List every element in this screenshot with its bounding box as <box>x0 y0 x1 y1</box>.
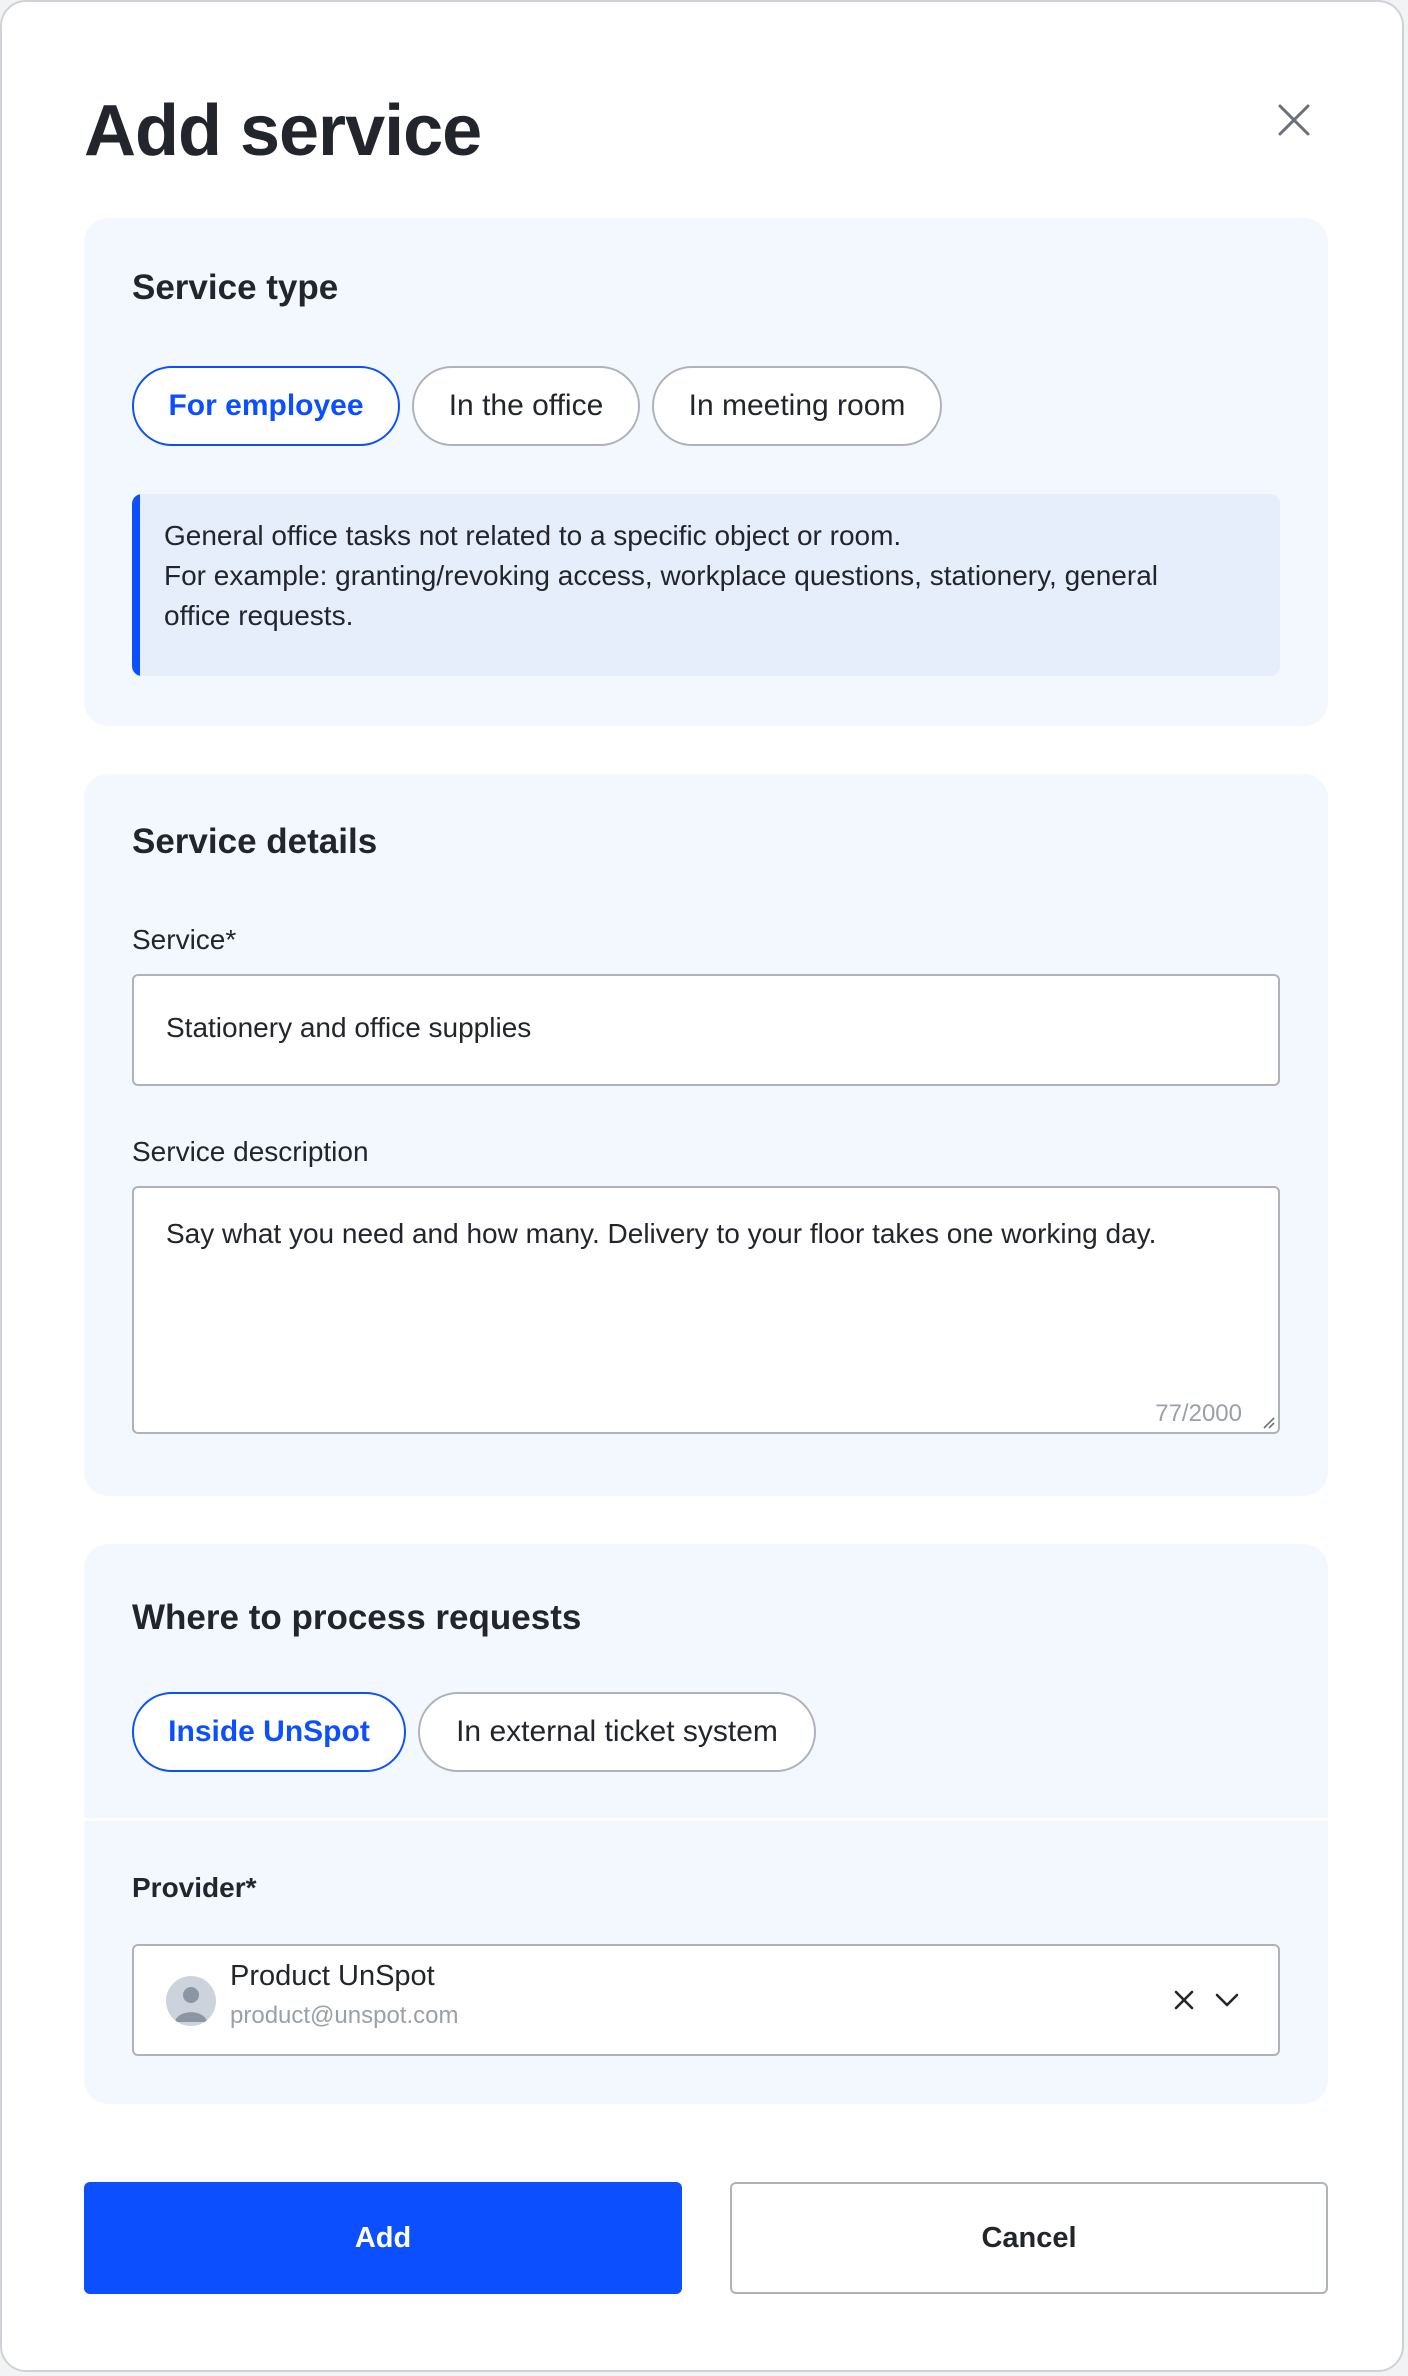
info-line: office requests. <box>164 600 354 631</box>
close-icon[interactable] <box>1264 90 1324 150</box>
processing-card <box>84 1544 1328 2104</box>
chip-in-meeting-room[interactable]: In meeting room <box>652 366 942 446</box>
service-type-info <box>132 494 1280 676</box>
cancel-button[interactable]: Cancel <box>730 2182 1328 2294</box>
clear-icon[interactable] <box>1170 1986 1198 2014</box>
character-counter: 77/2000 <box>1155 1400 1242 1427</box>
provider-email: product@unspot.com <box>230 2002 459 2029</box>
dialog-title: Add service <box>84 91 482 171</box>
provider-label: Provider* <box>132 1872 257 1903</box>
service-label: Service* <box>132 924 237 955</box>
service-input-value: Stationery and office supplies <box>166 1012 532 1043</box>
add-button[interactable]: Add <box>84 2182 682 2294</box>
service-type-card <box>84 218 1328 726</box>
avatar-icon <box>166 1976 216 2026</box>
processing-heading: Where to process requests <box>132 1598 582 1637</box>
provider-name: Product UnSpot <box>230 1960 435 1992</box>
chip-external-ticket-system[interactable]: In external ticket system <box>418 1692 816 1772</box>
service-input[interactable] <box>132 974 1280 1086</box>
service-details-card <box>84 774 1328 1496</box>
chip-inside-unspot[interactable]: Inside UnSpot <box>132 1692 406 1772</box>
info-line: For example: granting/revoking access, workplace questions, stationery, general <box>164 560 1158 591</box>
info-accent-bar <box>132 494 140 676</box>
chip-in-the-office[interactable]: In the office <box>412 366 640 446</box>
service-type-heading: Service type <box>132 268 339 307</box>
service-description-value: Say what you need and how many. Delivery to your floor takes one working day. <box>166 1218 1157 1249</box>
section-divider <box>84 1818 1328 1821</box>
service-description-label: Service description <box>132 1136 369 1167</box>
chip-for-employee[interactable]: For employee <box>132 366 400 446</box>
service-description-textarea[interactable] <box>132 1186 1280 1434</box>
chevron-down-icon[interactable] <box>1212 1986 1242 2014</box>
info-line: General office tasks not related to a specific object or room. <box>164 520 902 551</box>
service-details-heading: Service details <box>132 822 378 861</box>
resize-handle-icon[interactable] <box>1260 1414 1276 1430</box>
provider-select[interactable] <box>132 1944 1280 2056</box>
